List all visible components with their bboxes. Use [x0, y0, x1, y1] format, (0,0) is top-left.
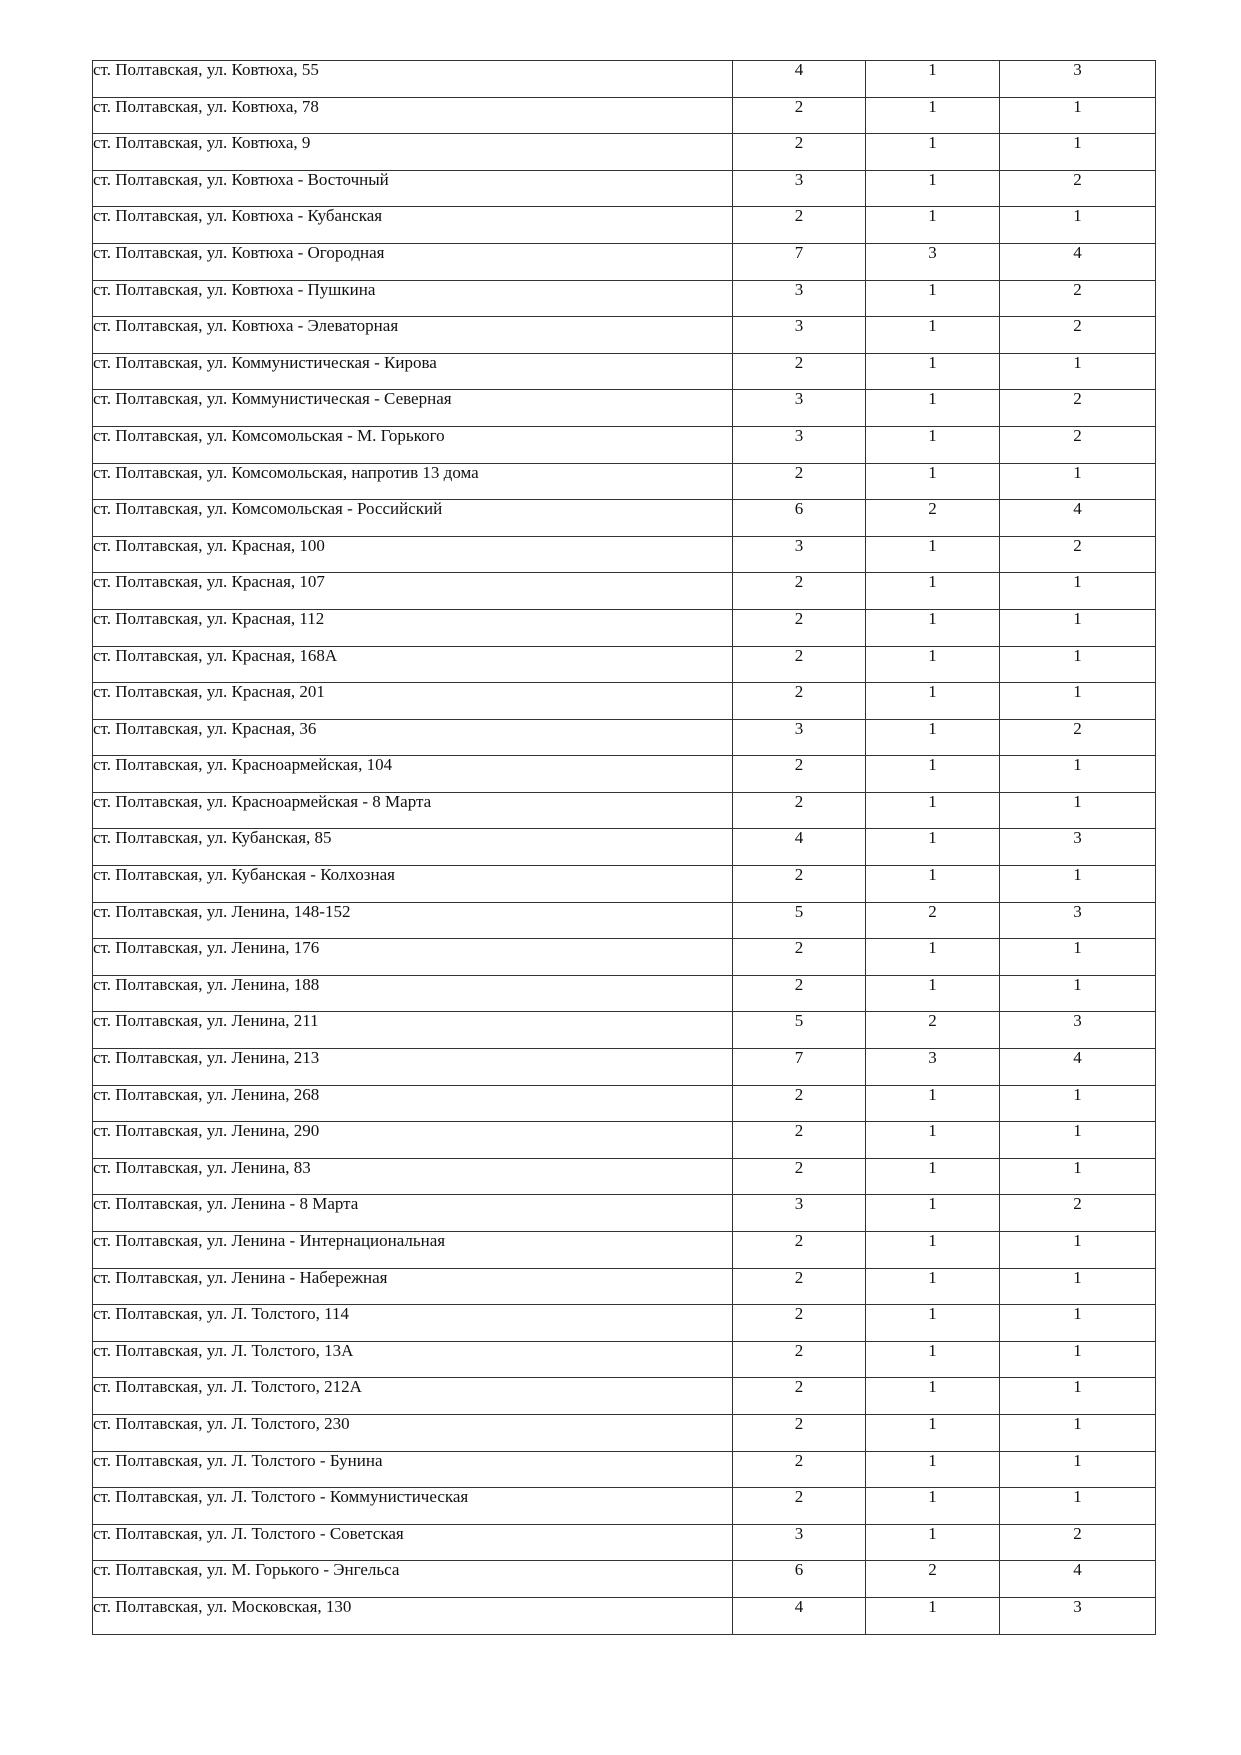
count-cell-2: 1 — [1000, 1232, 1156, 1269]
count-cell-2: 2 — [1000, 317, 1156, 354]
count-cell-1: 3 — [866, 1049, 1000, 1086]
address-cell: ст. Полтавская, ул. Ковтюха, 9 — [93, 134, 733, 171]
address-cell: ст. Полтавская, ул. Ленина, 211 — [93, 1012, 733, 1049]
count-cell-1: 1 — [866, 463, 1000, 500]
table-row — [93, 280, 1156, 317]
address-cell: ст. Полтавская, ул. Л. Толстого - Бунина — [93, 1451, 733, 1488]
count-cell-2: 1 — [1000, 1122, 1156, 1159]
count-cell-1: 1 — [866, 536, 1000, 573]
count-cell-1: 1 — [866, 975, 1000, 1012]
table-row — [93, 609, 1156, 646]
count-cell-1: 1 — [866, 426, 1000, 463]
count-cell-2: 1 — [1000, 646, 1156, 683]
table-row — [93, 1305, 1156, 1342]
total-cell: 2 — [733, 1488, 866, 1525]
total-cell: 2 — [733, 353, 866, 390]
total-cell: 3 — [733, 1195, 866, 1232]
total-cell: 2 — [733, 463, 866, 500]
total-cell: 6 — [733, 1561, 866, 1598]
address-cell: ст. Полтавская, ул. Ленина - Интернациональная — [93, 1232, 733, 1269]
count-cell-1: 1 — [866, 353, 1000, 390]
count-cell-1: 2 — [866, 1012, 1000, 1049]
count-cell-2: 4 — [1000, 500, 1156, 537]
table-row — [93, 317, 1156, 354]
address-cell: ст. Полтавская, ул. Ковтюха, 55 — [93, 61, 733, 98]
count-cell-2: 4 — [1000, 1049, 1156, 1086]
count-cell-1: 1 — [866, 792, 1000, 829]
table-row — [93, 573, 1156, 610]
table-row — [93, 170, 1156, 207]
total-cell: 3 — [733, 536, 866, 573]
table-row — [93, 426, 1156, 463]
count-cell-2: 2 — [1000, 390, 1156, 427]
total-cell: 4 — [733, 1597, 866, 1634]
table-row — [93, 683, 1156, 720]
address-cell: ст. Полтавская, ул. Ленина - 8 Марта — [93, 1195, 733, 1232]
count-cell-1: 1 — [866, 1305, 1000, 1342]
count-cell-1: 3 — [866, 243, 1000, 280]
total-cell: 3 — [733, 390, 866, 427]
count-cell-2: 2 — [1000, 1524, 1156, 1561]
count-cell-1: 1 — [866, 1085, 1000, 1122]
total-cell: 2 — [733, 939, 866, 976]
total-cell: 4 — [733, 61, 866, 98]
total-cell: 2 — [733, 756, 866, 793]
count-cell-1: 1 — [866, 866, 1000, 903]
table-row — [93, 390, 1156, 427]
count-cell-2: 1 — [1000, 1305, 1156, 1342]
total-cell: 2 — [733, 1268, 866, 1305]
count-cell-2: 1 — [1000, 609, 1156, 646]
address-cell: ст. Полтавская, ул. Ленина, 188 — [93, 975, 733, 1012]
table-row — [93, 646, 1156, 683]
count-cell-1: 1 — [866, 939, 1000, 976]
count-cell-2: 3 — [1000, 902, 1156, 939]
total-cell: 7 — [733, 1049, 866, 1086]
count-cell-2: 1 — [1000, 1268, 1156, 1305]
total-cell: 2 — [733, 1414, 866, 1451]
address-cell: ст. Полтавская, ул. Ковтюха - Пушкина — [93, 280, 733, 317]
total-cell: 3 — [733, 719, 866, 756]
count-cell-2: 1 — [1000, 463, 1156, 500]
count-cell-2: 1 — [1000, 1341, 1156, 1378]
table-row — [93, 866, 1156, 903]
total-cell: 2 — [733, 1378, 866, 1415]
count-cell-2: 1 — [1000, 1451, 1156, 1488]
address-cell: ст. Полтавская, ул. Красная, 168А — [93, 646, 733, 683]
count-cell-2: 1 — [1000, 353, 1156, 390]
count-cell-2: 2 — [1000, 536, 1156, 573]
address-cell: ст. Полтавская, ул. Московская, 130 — [93, 1597, 733, 1634]
address-cell: ст. Полтавская, ул. Коммунистическая - Северная — [93, 390, 733, 427]
count-cell-2: 1 — [1000, 134, 1156, 171]
address-table — [92, 60, 1156, 1635]
total-cell: 2 — [733, 1158, 866, 1195]
count-cell-2: 1 — [1000, 792, 1156, 829]
count-cell-1: 1 — [866, 170, 1000, 207]
count-cell-2: 1 — [1000, 683, 1156, 720]
count-cell-2: 4 — [1000, 1561, 1156, 1598]
count-cell-2: 1 — [1000, 207, 1156, 244]
total-cell: 3 — [733, 280, 866, 317]
table-row — [93, 243, 1156, 280]
table-row — [93, 1561, 1156, 1598]
count-cell-1: 2 — [866, 500, 1000, 537]
address-cell: ст. Полтавская, ул. Красная, 36 — [93, 719, 733, 756]
table-row — [93, 792, 1156, 829]
count-cell-2: 3 — [1000, 829, 1156, 866]
address-cell: ст. Полтавская, ул. Красноармейская - 8 Марта — [93, 792, 733, 829]
address-cell: ст. Полтавская, ул. Ковтюха - Восточный — [93, 170, 733, 207]
count-cell-1: 1 — [866, 1524, 1000, 1561]
total-cell: 2 — [733, 609, 866, 646]
total-cell: 2 — [733, 1451, 866, 1488]
total-cell: 2 — [733, 683, 866, 720]
total-cell: 2 — [733, 1305, 866, 1342]
table-row — [93, 500, 1156, 537]
address-cell: ст. Полтавская, ул. Л. Толстого, 212А — [93, 1378, 733, 1415]
count-cell-1: 1 — [866, 134, 1000, 171]
count-cell-1: 1 — [866, 719, 1000, 756]
address-cell: ст. Полтавская, ул. Комсомольская, напротив 13 дома — [93, 463, 733, 500]
table-row — [93, 1012, 1156, 1049]
count-cell-1: 1 — [866, 609, 1000, 646]
table-row — [93, 1341, 1156, 1378]
count-cell-2: 2 — [1000, 280, 1156, 317]
total-cell: 3 — [733, 317, 866, 354]
count-cell-1: 1 — [866, 1195, 1000, 1232]
count-cell-2: 3 — [1000, 1597, 1156, 1634]
count-cell-2: 1 — [1000, 866, 1156, 903]
table-row — [93, 1122, 1156, 1159]
table-row — [93, 1158, 1156, 1195]
table-row — [93, 1414, 1156, 1451]
address-cell: ст. Полтавская, ул. М. Горького - Энгельса — [93, 1561, 733, 1598]
address-cell: ст. Полтавская, ул. Красноармейская, 104 — [93, 756, 733, 793]
total-cell: 3 — [733, 426, 866, 463]
table-row — [93, 719, 1156, 756]
count-cell-1: 1 — [866, 1158, 1000, 1195]
count-cell-1: 1 — [866, 97, 1000, 134]
count-cell-1: 1 — [866, 280, 1000, 317]
address-cell: ст. Полтавская, ул. Кубанская, 85 — [93, 829, 733, 866]
table-row — [93, 134, 1156, 171]
count-cell-1: 1 — [866, 207, 1000, 244]
count-cell-1: 1 — [866, 1378, 1000, 1415]
address-cell: ст. Полтавская, ул. Ленина, 176 — [93, 939, 733, 976]
count-cell-2: 1 — [1000, 1158, 1156, 1195]
total-cell: 2 — [733, 646, 866, 683]
count-cell-1: 1 — [866, 1268, 1000, 1305]
total-cell: 2 — [733, 1232, 866, 1269]
total-cell: 6 — [733, 500, 866, 537]
count-cell-1: 2 — [866, 902, 1000, 939]
address-cell: ст. Полтавская, ул. Л. Толстого, 13А — [93, 1341, 733, 1378]
count-cell-2: 1 — [1000, 939, 1156, 976]
count-cell-2: 1 — [1000, 573, 1156, 610]
address-cell: ст. Полтавская, ул. Ленина, 213 — [93, 1049, 733, 1086]
address-cell: ст. Полтавская, ул. Л. Толстого - Советская — [93, 1524, 733, 1561]
total-cell: 2 — [733, 866, 866, 903]
total-cell: 2 — [733, 573, 866, 610]
table-body — [93, 61, 1156, 1635]
count-cell-2: 4 — [1000, 243, 1156, 280]
count-cell-2: 3 — [1000, 1012, 1156, 1049]
count-cell-1: 1 — [866, 756, 1000, 793]
total-cell: 2 — [733, 1341, 866, 1378]
address-cell: ст. Полтавская, ул. Красная, 112 — [93, 609, 733, 646]
table-row — [93, 207, 1156, 244]
total-cell: 2 — [733, 207, 866, 244]
address-cell: ст. Полтавская, ул. Ленина, 290 — [93, 1122, 733, 1159]
address-cell: ст. Полтавская, ул. Ленина, 268 — [93, 1085, 733, 1122]
count-cell-2: 1 — [1000, 1488, 1156, 1525]
total-cell: 3 — [733, 170, 866, 207]
total-cell: 2 — [733, 97, 866, 134]
address-cell: ст. Полтавская, ул. Коммунистическая - Кирова — [93, 353, 733, 390]
table-row — [93, 1597, 1156, 1634]
total-cell: 3 — [733, 1524, 866, 1561]
table-row — [93, 756, 1156, 793]
table-row — [93, 1195, 1156, 1232]
total-cell: 5 — [733, 902, 866, 939]
count-cell-1: 1 — [866, 1597, 1000, 1634]
address-cell: ст. Полтавская, ул. Ковтюха, 78 — [93, 97, 733, 134]
table-row — [93, 463, 1156, 500]
count-cell-2: 1 — [1000, 756, 1156, 793]
address-cell: ст. Полтавская, ул. Л. Толстого - Коммунистическая — [93, 1488, 733, 1525]
table-row — [93, 1085, 1156, 1122]
count-cell-2: 1 — [1000, 97, 1156, 134]
count-cell-1: 1 — [866, 390, 1000, 427]
count-cell-2: 2 — [1000, 426, 1156, 463]
table-row — [93, 939, 1156, 976]
table-row — [93, 1488, 1156, 1525]
count-cell-1: 1 — [866, 1488, 1000, 1525]
table-row — [93, 975, 1156, 1012]
table-row — [93, 1451, 1156, 1488]
count-cell-1: 1 — [866, 317, 1000, 354]
address-cell: ст. Полтавская, ул. Ленина - Набережная — [93, 1268, 733, 1305]
table-row — [93, 829, 1156, 866]
table-row — [93, 1378, 1156, 1415]
table-row — [93, 902, 1156, 939]
count-cell-1: 1 — [866, 1122, 1000, 1159]
total-cell: 2 — [733, 134, 866, 171]
count-cell-1: 1 — [866, 1451, 1000, 1488]
count-cell-2: 2 — [1000, 719, 1156, 756]
count-cell-1: 1 — [866, 683, 1000, 720]
total-cell: 2 — [733, 1085, 866, 1122]
count-cell-2: 1 — [1000, 1378, 1156, 1415]
address-cell: ст. Полтавская, ул. Красная, 107 — [93, 573, 733, 610]
count-cell-2: 2 — [1000, 1195, 1156, 1232]
total-cell: 7 — [733, 243, 866, 280]
count-cell-2: 1 — [1000, 975, 1156, 1012]
address-cell: ст. Полтавская, ул. Ковтюха - Элеваторная — [93, 317, 733, 354]
table-row — [93, 1524, 1156, 1561]
address-cell: ст. Полтавская, ул. Ковтюха - Огородная — [93, 243, 733, 280]
total-cell: 5 — [733, 1012, 866, 1049]
total-cell: 4 — [733, 829, 866, 866]
count-cell-2: 1 — [1000, 1085, 1156, 1122]
address-cell: ст. Полтавская, ул. Красная, 100 — [93, 536, 733, 573]
count-cell-2: 3 — [1000, 61, 1156, 98]
address-cell: ст. Полтавская, ул. Кубанская - Колхозная — [93, 866, 733, 903]
table-row — [93, 61, 1156, 98]
total-cell: 2 — [733, 975, 866, 1012]
address-cell: ст. Полтавская, ул. Л. Толстого, 114 — [93, 1305, 733, 1342]
address-cell: ст. Полтавская, ул. Комсомольская - М. Горького — [93, 426, 733, 463]
count-cell-1: 1 — [866, 1232, 1000, 1269]
count-cell-1: 1 — [866, 1341, 1000, 1378]
address-cell: ст. Полтавская, ул. Ленина, 148-152 — [93, 902, 733, 939]
address-cell: ст. Полтавская, ул. Комсомольская - Российский — [93, 500, 733, 537]
table-row — [93, 97, 1156, 134]
table-row — [93, 536, 1156, 573]
address-cell: ст. Полтавская, ул. Ковтюха - Кубанская — [93, 207, 733, 244]
count-cell-1: 1 — [866, 646, 1000, 683]
address-cell: ст. Полтавская, ул. Л. Толстого, 230 — [93, 1414, 733, 1451]
table-row — [93, 1049, 1156, 1086]
address-cell: ст. Полтавская, ул. Ленина, 83 — [93, 1158, 733, 1195]
table-row — [93, 1232, 1156, 1269]
count-cell-2: 2 — [1000, 170, 1156, 207]
table-row — [93, 353, 1156, 390]
table-row — [93, 1268, 1156, 1305]
total-cell: 2 — [733, 792, 866, 829]
count-cell-1: 2 — [866, 1561, 1000, 1598]
address-cell: ст. Полтавская, ул. Красная, 201 — [93, 683, 733, 720]
count-cell-1: 1 — [866, 1414, 1000, 1451]
count-cell-2: 1 — [1000, 1414, 1156, 1451]
total-cell: 2 — [733, 1122, 866, 1159]
count-cell-1: 1 — [866, 829, 1000, 866]
count-cell-1: 1 — [866, 61, 1000, 98]
count-cell-1: 1 — [866, 573, 1000, 610]
